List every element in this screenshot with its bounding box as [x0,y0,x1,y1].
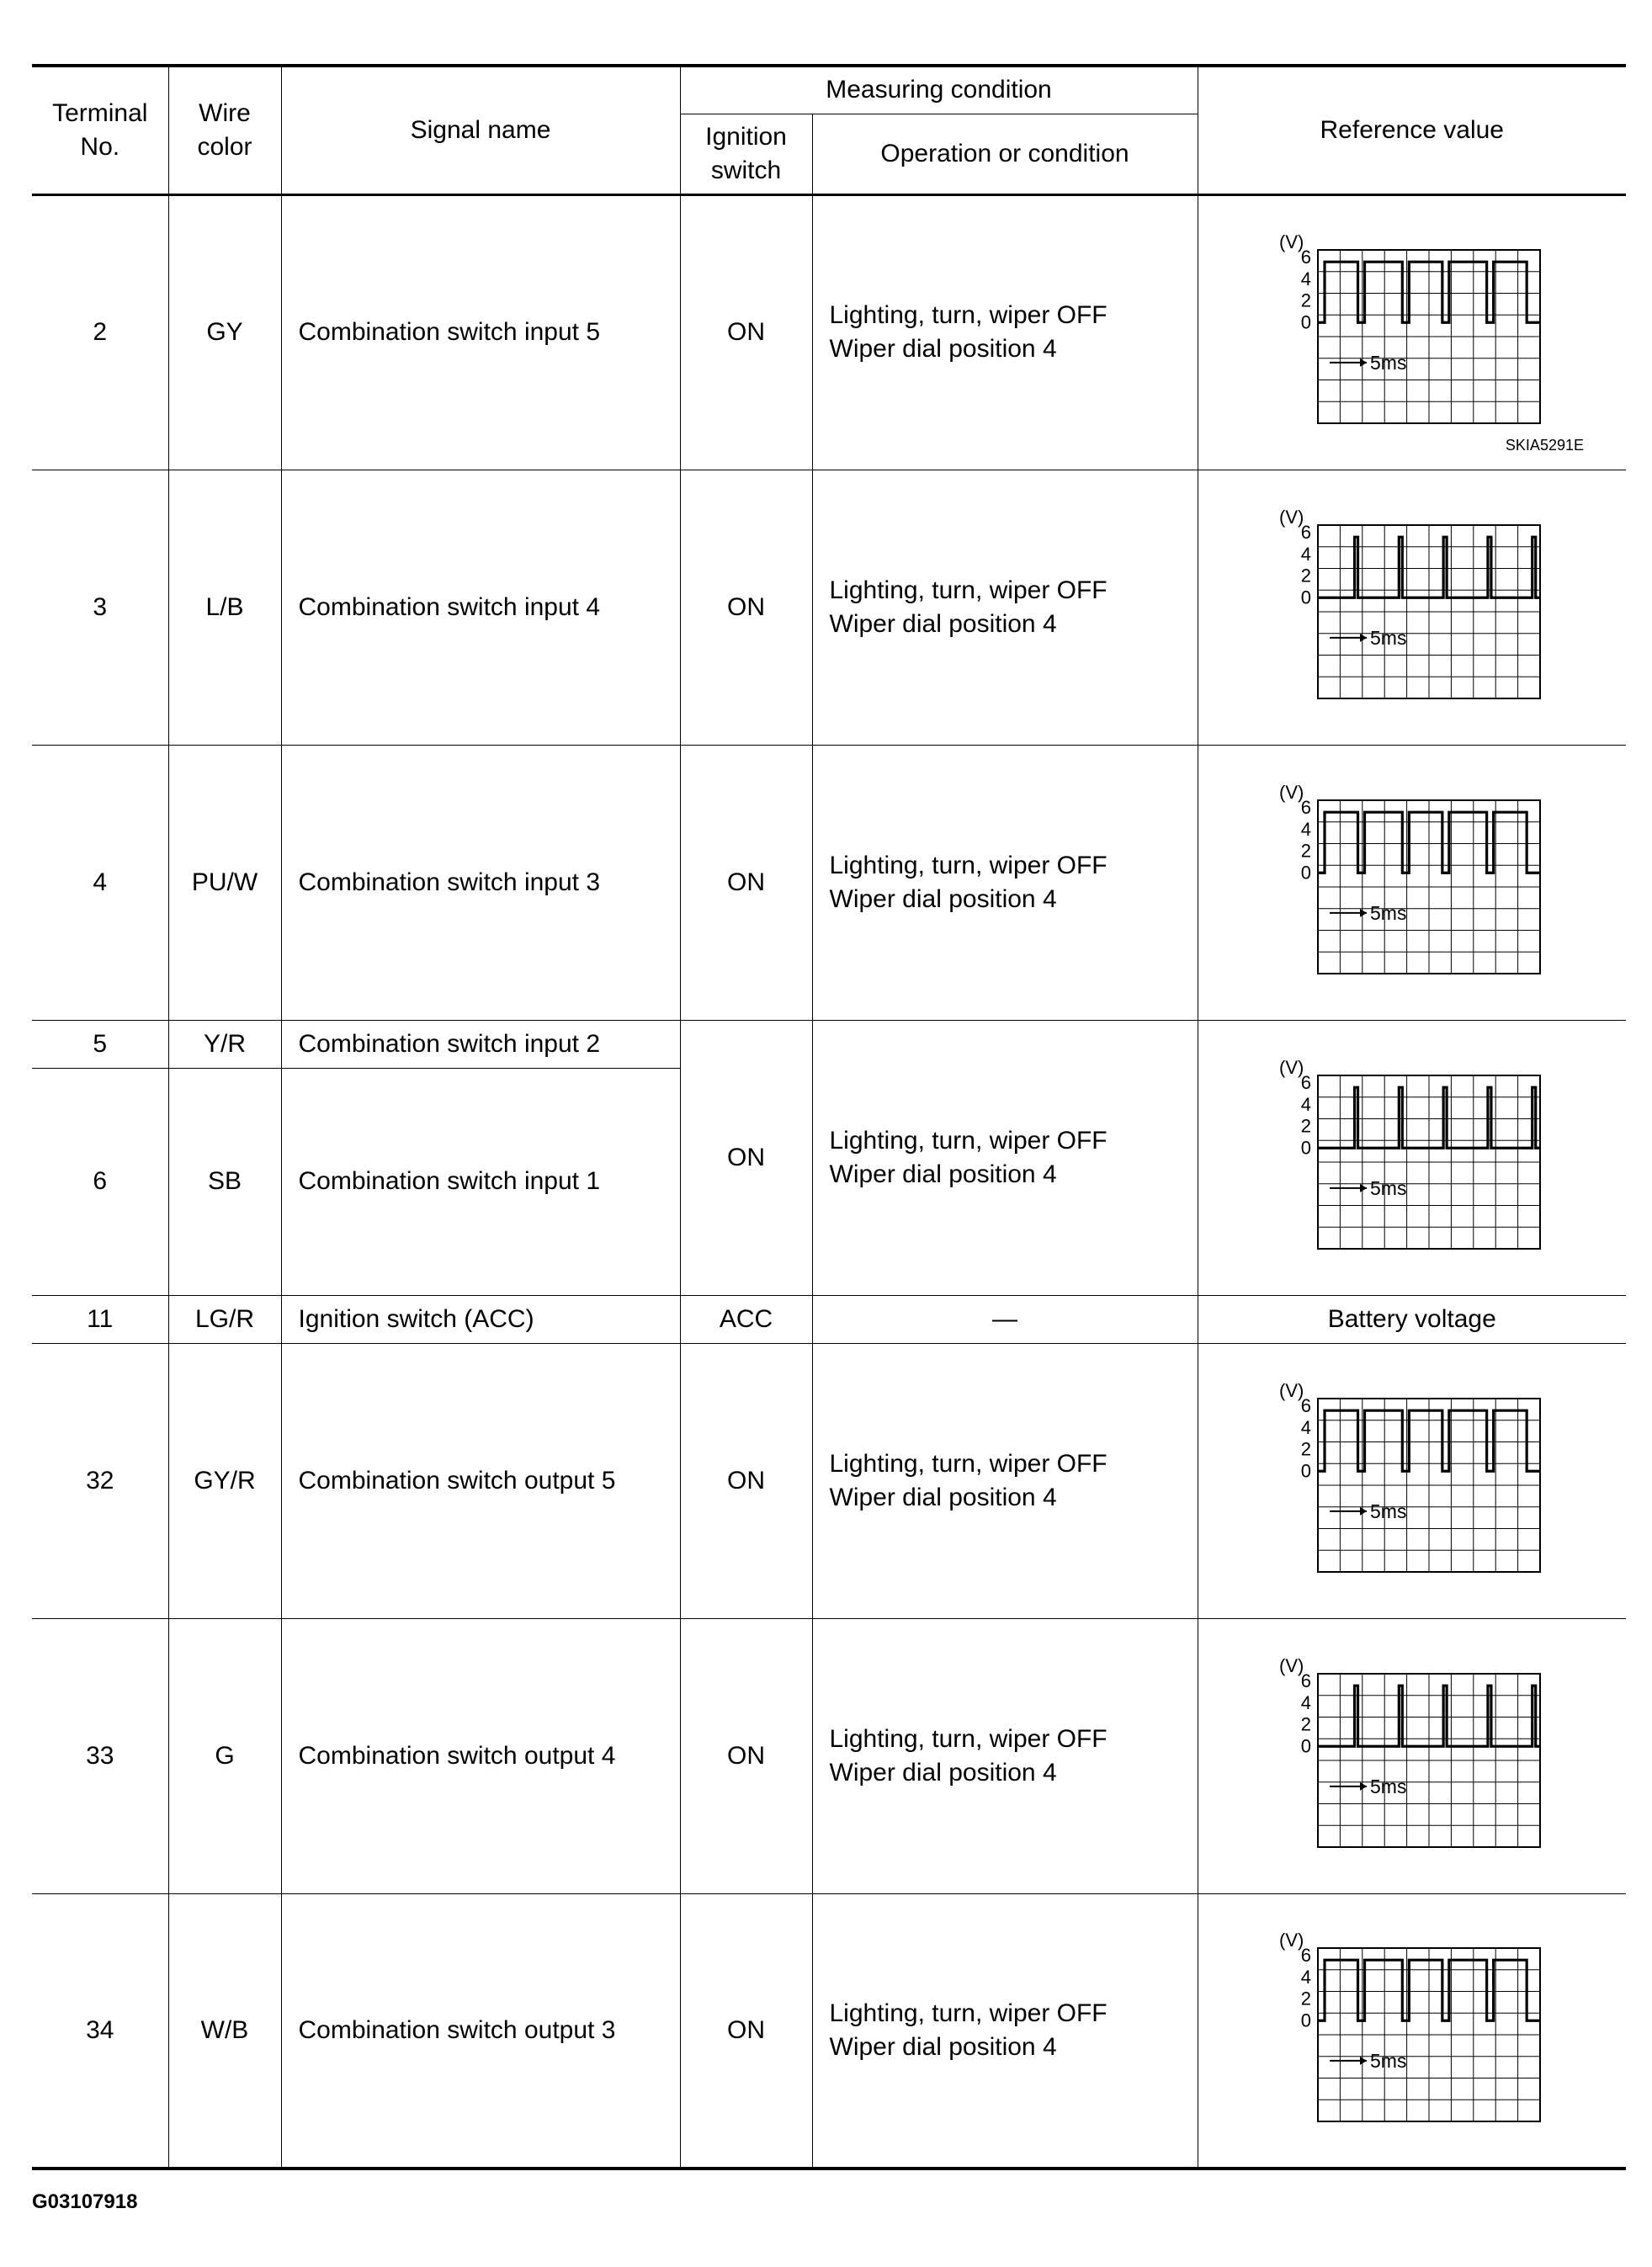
time-division-label: 5ms [1369,2049,1407,2072]
time-marker-arrow [1360,1506,1367,1515]
wire-color: G [168,1618,281,1893]
time-marker-arrow [1360,358,1367,367]
terminal-no: 11 [32,1295,168,1343]
y-tick-label: 4 [1300,1966,1311,1988]
reference-value [1198,470,1626,745]
operation-condition: Lighting, turn, wiper OFF Wiper dial position 4 [812,470,1198,745]
image-code: SKIA5291E [1505,436,1584,454]
reference-value: Battery voltage [1198,1295,1626,1343]
time-marker-arrow [1360,633,1367,641]
header-ignition-switch: Ignition switch [680,114,812,194]
y-tick-label: 2 [1300,1438,1311,1459]
y-tick-label: 4 [1300,268,1311,289]
table-row [32,1618,1626,1893]
y-tick-label: 2 [1300,289,1311,311]
ignition-switch: ON [680,1893,812,2169]
signal-name: Combination switch input 3 [281,745,680,1020]
oscilloscope-waveform [1278,1655,1547,1857]
signal-name: Combination switch input 1 [281,1068,680,1295]
y-tick-label: 0 [1300,2010,1311,2031]
ignition-switch: ON [680,1020,812,1295]
y-unit-label: (V) [1278,506,1304,528]
table-row [32,470,1626,745]
document-code: G03107918 [32,2190,138,2213]
signal-name: Combination switch input 2 [281,1020,680,1068]
y-tick-label: 4 [1300,1093,1311,1115]
y-tick-label: 0 [1300,1136,1311,1158]
table-row [32,194,1626,470]
y-tick-label: 2 [1300,840,1311,861]
oscilloscope-waveform [1278,1930,1547,2132]
y-tick-label: 6 [1300,521,1311,543]
y-tick-label: 6 [1300,796,1311,818]
reference-value [1198,745,1626,1020]
reference-value [1198,1893,1626,2169]
oscilloscope-waveform [1278,1380,1547,1582]
signal-name: Ignition switch (ACC) [281,1295,680,1343]
y-unit-label: (V) [1278,231,1304,252]
y-tick-label: 2 [1300,1988,1311,2010]
time-marker-arrow [1360,2057,1367,2065]
y-unit-label: (V) [1278,781,1304,803]
y-unit-label: (V) [1278,1379,1304,1401]
time-division-label: 5ms [1369,1500,1407,1522]
time-division-label: 5ms [1369,901,1407,924]
signal-name: Combination switch output 4 [281,1618,680,1893]
y-tick-label: 0 [1300,1459,1311,1481]
terminal-no: 3 [32,470,168,745]
operation-condition: Lighting, turn, wiper OFF Wiper dial position 4 [812,1893,1198,2169]
y-tick-label: 0 [1300,861,1311,883]
time-division-label: 5ms [1369,1176,1407,1199]
terminal-no: 34 [32,1893,168,2169]
signal-name: Combination switch input 4 [281,470,680,745]
header-reference-value: Reference value [1198,66,1626,194]
y-unit-label: (V) [1278,1056,1304,1078]
reference-value [1198,194,1626,470]
header-signal-name: Signal name [281,66,680,194]
operation-condition: Lighting, turn, wiper OFF Wiper dial position 4 [812,745,1198,1020]
wire-color: W/B [168,1893,281,2169]
time-division-label: 5ms [1369,351,1407,374]
ignition-switch: ON [680,745,812,1020]
time-marker-arrow [1360,1183,1367,1192]
time-marker-arrow [1360,908,1367,916]
y-tick-label: 0 [1300,311,1311,333]
header-measuring-condition: Measuring condition [680,66,1198,114]
oscilloscope-waveform [1278,507,1547,709]
reference-value [1198,1343,1626,1618]
signal-name: Combination switch output 3 [281,1893,680,2169]
header-operation-condition: Operation or condition [812,114,1198,194]
terminal-no: 5 [32,1020,168,1068]
y-tick-label: 2 [1300,565,1311,586]
operation-condition: — [812,1295,1198,1343]
y-tick-label: 4 [1300,1416,1311,1438]
terminal-no: 2 [32,194,168,470]
operation-condition: Lighting, turn, wiper OFF Wiper dial position 4 [812,1618,1198,1893]
ignition-switch: ON [680,1618,812,1893]
reference-value [1198,1020,1626,1295]
y-tick-label: 6 [1300,1071,1311,1093]
wire-color: LG/R [168,1295,281,1343]
ignition-switch: ACC [680,1295,812,1343]
y-unit-label: (V) [1278,1654,1304,1676]
table-row [32,1295,1626,1343]
table-row [32,745,1626,1020]
y-tick-label: 2 [1300,1115,1311,1136]
y-unit-label: (V) [1278,1929,1304,1951]
ignition-switch: ON [680,194,812,470]
terminal-no: 4 [32,745,168,1020]
header-terminal-no: Terminal No. [32,66,168,194]
time-division-label: 5ms [1369,1775,1407,1797]
y-tick-label: 6 [1300,1670,1311,1691]
time-marker-arrow [1360,1781,1367,1790]
y-tick-label: 4 [1300,1691,1311,1713]
terminal-no: 6 [32,1068,168,1295]
signal-name: Combination switch input 5 [281,194,680,470]
y-tick-label: 6 [1300,1394,1311,1416]
y-tick-label: 0 [1300,1734,1311,1756]
y-tick-label: 6 [1300,1944,1311,1966]
terminal-no: 33 [32,1618,168,1893]
ignition-switch: ON [680,1343,812,1618]
time-division-label: 5ms [1369,626,1407,649]
table-row [32,1893,1626,2169]
wire-color: Y/R [168,1020,281,1068]
terminal-reference-table [32,64,1626,2170]
signal-name: Combination switch output 5 [281,1343,680,1618]
operation-condition: Lighting, turn, wiper OFF Wiper dial position 4 [812,194,1198,470]
ignition-switch: ON [680,470,812,745]
y-tick-label: 0 [1300,586,1311,608]
wire-color: L/B [168,470,281,745]
wire-color: SB [168,1068,281,1295]
y-tick-label: 2 [1300,1713,1311,1734]
wire-color: PU/W [168,745,281,1020]
oscilloscope-waveform [1278,782,1547,984]
y-tick-label: 6 [1300,247,1311,268]
table-row [32,1343,1626,1618]
operation-condition: Lighting, turn, wiper OFF Wiper dial position 4 [812,1343,1198,1618]
oscilloscope-waveform [1278,231,1547,433]
y-tick-label: 4 [1300,818,1311,840]
reference-value [1198,1618,1626,1893]
header-wire-color: Wire color [168,66,281,194]
y-tick-label: 4 [1300,543,1311,565]
oscilloscope-waveform [1278,1057,1547,1259]
wire-color: GY/R [168,1343,281,1618]
operation-condition: Lighting, turn, wiper OFF Wiper dial position 4 [812,1020,1198,1295]
terminal-no: 32 [32,1343,168,1618]
table-row [32,1020,1626,1068]
wire-color: GY [168,194,281,470]
